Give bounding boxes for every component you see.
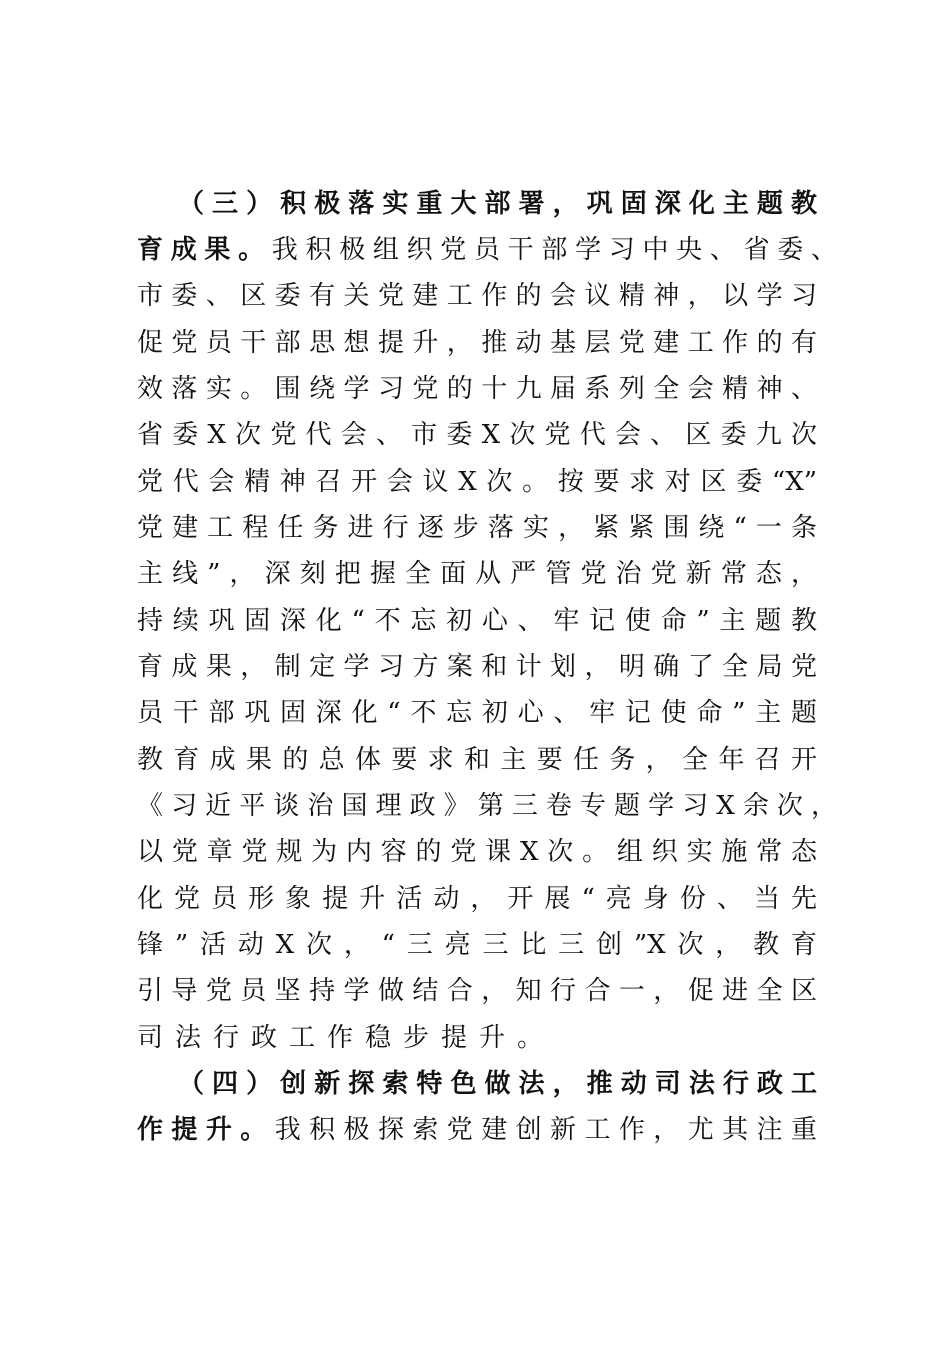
body-text: 教育成果的总体要求和主要任务，全年召开 — [137, 745, 817, 775]
body-text: 党代会精神召开会议X次。按要求对区委“X” — [137, 467, 817, 497]
body-text: 我积极组织党员干部学习中央、省委、 — [271, 235, 837, 265]
text-line — [137, 273, 817, 319]
section-heading: 育成果。 — [137, 235, 272, 265]
text-line — [137, 737, 817, 783]
text-line — [137, 876, 817, 922]
body-text: 引导党员坚持学做结合，知行合一，促进全区 — [137, 976, 817, 1006]
text-line — [137, 644, 817, 690]
body-text: 司法行政工作稳步提升。 — [137, 1023, 556, 1053]
text-line — [137, 459, 817, 505]
body-text: 员干部巩固深化“不忘初心、牢记使命”主题 — [137, 698, 817, 728]
body-text: 育成果，制定学习方案和计划，明确了全局党 — [137, 652, 817, 682]
text-line — [137, 505, 817, 551]
text-line — [137, 1107, 817, 1153]
text-line — [137, 227, 837, 273]
body-text: 党建工程任务进行逐步落实，紧紧围绕“一条 — [137, 513, 817, 543]
body-text: 市委、区委有关党建工作的会议精神，以学习 — [137, 281, 817, 311]
body-text: 我积极探索党建创新工作，尤其注重 — [274, 1115, 817, 1145]
section-heading: （四）创新探索特色做法，推动司法行政工 — [178, 1069, 817, 1099]
text-line — [137, 829, 817, 875]
body-text: 化党员形象提升活动，开展“亮身份、当先 — [137, 884, 817, 914]
text-line — [137, 320, 817, 366]
text-line-last — [137, 1015, 817, 1061]
text-line — [137, 366, 817, 412]
heading-line-4 — [178, 1061, 817, 1107]
body-text: 效落实。围绕学习党的十九届系列全会精神、 — [137, 374, 817, 404]
body-text: 省委X次党代会、市委X次党代会、区委九次 — [137, 420, 817, 450]
section-heading: （三）积极落实重大部署，巩固深化主题教 — [178, 189, 817, 219]
section-heading: 作提升。 — [137, 1115, 275, 1145]
text-line — [137, 783, 837, 829]
heading-line-3 — [178, 181, 817, 227]
body-text: 持续巩固深化“不忘初心、牢记使命”主题教 — [137, 606, 817, 636]
text-line — [137, 968, 817, 1014]
body-text: 《习近平谈治国理政》第三卷专题学习X余次， — [137, 791, 837, 821]
text-line — [137, 922, 817, 968]
text-line — [137, 551, 817, 597]
body-text: 促党员干部思想提升，推动基层党建工作的有 — [137, 328, 817, 358]
text-line — [137, 690, 817, 736]
text-line — [137, 412, 817, 458]
body-text: 锋”活动X次，“三亮三比三创”X次，教育 — [137, 930, 817, 960]
body-text: 主线”，深刻把握全面从严管党治党新常态， — [137, 559, 817, 589]
body-text: 以党章党规为内容的党课X次。组织实施常态 — [137, 837, 817, 867]
text-line — [137, 598, 817, 644]
